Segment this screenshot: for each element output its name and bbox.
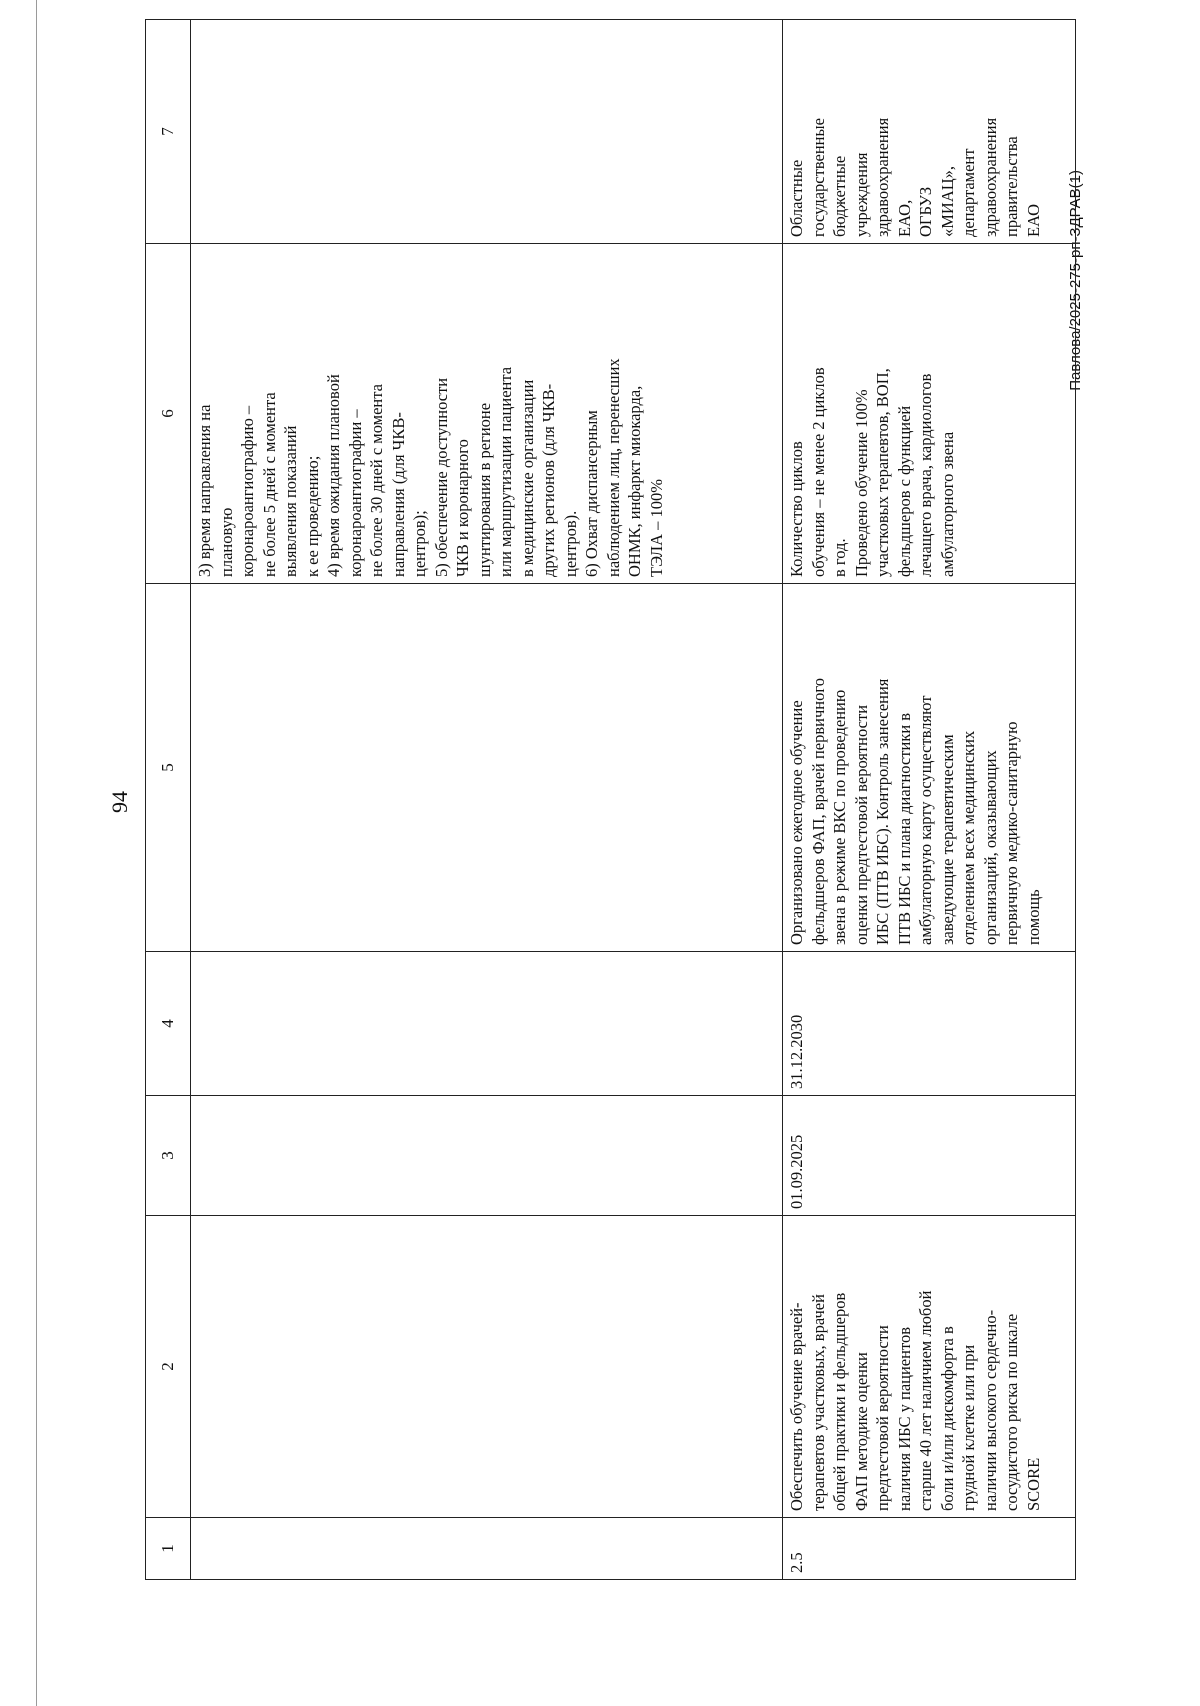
- header-col-2: 2: [146, 1216, 191, 1518]
- text-line: к ее проведению;: [302, 455, 322, 577]
- text-line: ЕАО,: [894, 199, 914, 237]
- cell-end-date: 31.12.2030: [783, 952, 1076, 1096]
- text-line: сосудистого риска по шкале: [1002, 1313, 1021, 1511]
- text-line: других регионов (для ЧКВ-: [539, 383, 558, 577]
- text-line: «МИАЦ»,: [937, 165, 957, 237]
- text-line: Обеспечить обучение врачей-: [787, 1302, 806, 1511]
- text-line: плановую: [216, 507, 236, 577]
- text-line: Областные: [787, 159, 806, 237]
- header-col-3: 3: [146, 1096, 191, 1216]
- text-line: шунтирования в регионе: [474, 402, 494, 577]
- text-line: Организовано ежегодное обучение: [787, 700, 806, 945]
- text-line: грудной клетке или при: [959, 1344, 978, 1511]
- cell-r1-c6: [191, 244, 783, 584]
- cell-indicators: [783, 244, 1076, 584]
- page-number: 94: [107, 791, 132, 813]
- text-line: ФАП методике оценки: [851, 1352, 871, 1511]
- text-line: выявления показаний: [281, 425, 300, 577]
- text-line: 3) время направления на: [195, 404, 214, 577]
- text-line: не более 30 дней с момента: [367, 384, 386, 577]
- header-col-6: 6: [146, 244, 191, 584]
- text-line: ЧКВ и коронарного: [453, 439, 472, 577]
- text-line: коронароангиографию –: [238, 405, 257, 577]
- cell-responsible: [783, 20, 1076, 244]
- text-line: помощь: [1023, 889, 1043, 945]
- text-line: центров);: [410, 510, 429, 577]
- plan-table: [145, 19, 1076, 1580]
- cell-r1-c7: [191, 20, 783, 244]
- cell-item-number: 2.5: [783, 1518, 1076, 1580]
- text-line: общей практики и фельдшеров: [830, 1292, 849, 1511]
- header-col-4: 4: [146, 952, 191, 1096]
- text-line: центров).: [560, 510, 580, 577]
- text-line: ОНМК, инфаркт миокарда,: [625, 385, 644, 577]
- text-line: лечащего врача, кардиологов: [916, 373, 935, 577]
- text-line: амбулаторного звена: [937, 431, 957, 577]
- text-line: или маршрутизации пациента: [496, 366, 515, 577]
- text-line: Проведено обучение 100%: [851, 389, 871, 577]
- text-line: направления (для ЧКВ-: [388, 412, 408, 577]
- text-line: здравоохранения: [980, 117, 1000, 237]
- cell-r1-c3: [191, 1096, 783, 1216]
- text-line: в медицинские организации: [517, 379, 537, 577]
- text-line: наблюдением лиц, перенесших: [603, 358, 623, 577]
- text-line: заведующие терапевтическим: [937, 734, 957, 945]
- cell-task-description: [783, 1216, 1076, 1518]
- text-line: SCORE: [1023, 1457, 1043, 1511]
- text-line: отделением всех медицинских: [959, 730, 978, 945]
- text-line: учреждения: [851, 152, 871, 237]
- text-line: 6) Охват диспансерным: [582, 410, 601, 577]
- text-line: государственные: [808, 118, 828, 237]
- cell-r1-c4: [191, 952, 783, 1096]
- text-line: здравоохранения: [873, 117, 892, 237]
- cell-r1-c1: [191, 1518, 783, 1580]
- text-line: обучения – не менее 2 циклов: [808, 367, 828, 577]
- text-line: коронароангиографии –: [345, 409, 365, 577]
- text-line: департамент: [959, 148, 978, 237]
- header-col-5: 5: [146, 584, 191, 952]
- text-line: боли и/или дискомфорта в: [937, 1326, 957, 1511]
- text-line: 4) время ожидания плановой: [324, 374, 343, 577]
- text-line: наличии высокого сердечно-: [980, 1309, 1000, 1511]
- text-line: оценки предтестовой вероятности: [851, 704, 871, 945]
- text-line: звена в режиме ВКС по проведению: [830, 689, 849, 945]
- text-line: в год.: [830, 538, 849, 577]
- text-line: организаций, оказывающих: [980, 750, 1000, 945]
- header-col-1: 1: [146, 1518, 191, 1580]
- table-header-row: [146, 20, 191, 1580]
- text-line: бюджетные: [830, 155, 849, 237]
- text-line: ИБС (ПТВ ИБС). Контроль занесения: [873, 678, 892, 945]
- text-line: 5) обеспечение доступности: [431, 377, 451, 577]
- cell-start-date: 01.09.2025: [783, 1096, 1076, 1216]
- text-line: участковых терапевтов, ВОП,: [873, 368, 892, 577]
- text-line: терапевтов участковых, врачей: [808, 1294, 828, 1511]
- text-line: фельдшеров с функцией: [894, 405, 914, 577]
- header-col-7: 7: [146, 20, 191, 244]
- text-line: первичную медико-санитарную: [1002, 721, 1021, 945]
- text-line: наличия ИБС у пациентов: [894, 1327, 914, 1511]
- scan-edge-line: [36, 0, 37, 1706]
- table-row-2-5: [783, 20, 1076, 1580]
- text-line: Количество циклов: [787, 441, 806, 577]
- text-line: ПТВ ИБС и плана диагностики в: [894, 712, 914, 945]
- document-code: Павлова/2025-275-рп-ЗДРАВ(1): [1067, 170, 1084, 391]
- cell-r1-c2: [191, 1216, 783, 1518]
- text-line: старше 40 лет наличием любой: [916, 1290, 935, 1511]
- text-line: предтестовой вероятности: [873, 1325, 892, 1511]
- text-line: ТЭЛА – 100%: [646, 478, 666, 577]
- text-line: амбулаторную карту осуществляют: [916, 695, 935, 945]
- cell-result-description: [783, 584, 1076, 952]
- text-line: ЕАО: [1023, 203, 1043, 237]
- text-line: фельдшеров ФАП, врачей первичного: [808, 678, 828, 945]
- table-row-continuation: [191, 20, 783, 1580]
- text-line: правительства: [1002, 136, 1021, 237]
- rotated-table-wrapper: [145, 20, 1080, 1580]
- text-line: не более 5 дней с момента: [259, 392, 279, 577]
- text-line: ОГБУЗ: [916, 186, 935, 237]
- cell-r1-c5: [191, 584, 783, 952]
